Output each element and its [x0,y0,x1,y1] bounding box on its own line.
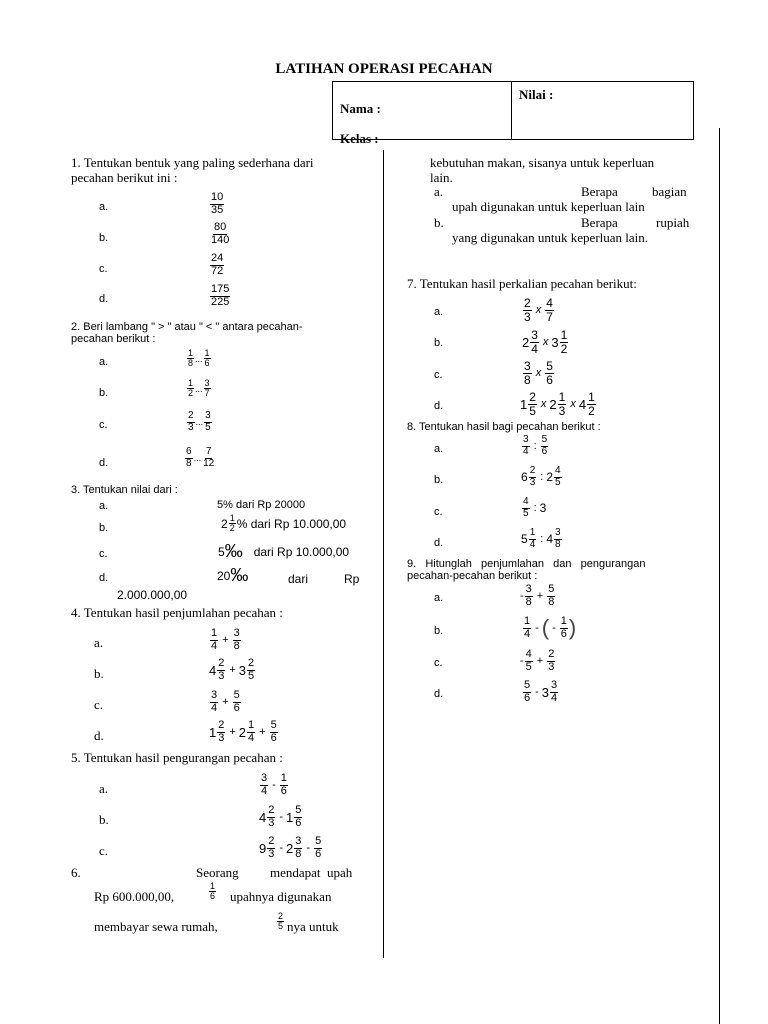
q6-a-word1: Berapa [581,184,618,199]
q3-d-expr: 20 ‰ [217,565,248,585]
q4-text: 4. Tentukan hasil penjumlahan pecahan : [71,605,283,620]
q5-b-label: b. [99,812,109,827]
q9-text-line1: 9. Hitunglah penjumlahan dan pengurangan [407,558,646,570]
q6-b-label: b. [434,215,444,230]
q7-d-label: d. [434,400,444,412]
q4-c-label: c. [94,697,104,712]
q9-d-expr: $\frac{5}{6}$ - 3 $\frac{3}{4}$ [524,679,558,704]
q6-a-line2: upah digunakan untuk keperluan lain [452,199,645,214]
q7-c-label: c. [434,369,443,381]
q3-d-text-dari: dari [288,572,309,586]
column-divider [383,150,384,958]
nama-label: Nama : [340,101,381,116]
q2-a-label: a. [99,356,109,368]
q6-line2a: Rp 600.000,00, [94,889,175,904]
q5-a-label: a. [99,781,109,796]
q6-word-upah: upah [327,865,353,880]
q6-line3a: membayar sewa rumah, [94,919,218,934]
q9-b-expr: $\frac{1}{4}$ - ( - $\frac{1}{6}$ ) [524,614,577,640]
q4-b-label: b. [94,666,104,681]
q1-d-fraction: $\frac{175}{225}$ [211,283,230,308]
q1-d-label: d. [99,293,109,305]
q2-c-label: c. [99,419,108,431]
q6-number: 6. [71,865,81,880]
q6-b-word2: rupiah [656,215,690,230]
q6-word-mendapat: mendapat [270,865,321,880]
q2-text-line1: 2. Beri lambang " > " atau " < " antara pecahan- [71,321,303,333]
q3-b-expr: 2 $\frac{1}{2}$ % dari Rp 10.000,00 [221,513,347,534]
q6-a-word2: bagian [652,184,687,199]
q8-a-label: a. [434,443,444,455]
q7-d-expr: 1 $\frac{2}{5}$ x 2 $\frac{1}{3}$ x 4 $\frac{1}{2}$ [520,390,595,418]
q6-b-line2: yang digunakan untuk keperluan lain. [452,230,649,245]
q7-text: 7. Tentukan hasil perkalian pecahan berikut: [407,276,637,291]
q1-c-label: c. [99,263,108,275]
q9-a-label: a. [434,592,444,604]
q6-line5: lain. [430,170,453,185]
q2-b-label: b. [99,387,109,399]
q1-text-line2: pecahan berikut ini : [71,170,178,185]
header-divider [511,81,512,139]
page-title: LATIHAN OPERASI PECAHAN [275,61,493,77]
q2-c-expr: $\frac{2}{3}$ ... $\frac{3}{5}$ [188,410,211,433]
q3-a-text: 5% dari Rp 20000 [217,499,306,511]
q7-a-label: a. [434,306,444,318]
q3-d-text-rp: Rp [344,572,360,586]
q1-c-fraction: $\frac{24}{72}$ [211,252,224,277]
right-margin-line [719,128,720,1024]
q4-b-expr: 4 $\frac{2}{3}$ + 3 $\frac{2}{5}$ [209,657,255,682]
q1-a-label: a. [99,201,109,213]
q9-a-expr: - $\frac{3}{8}$ + $\frac{5}{8}$ [520,583,555,608]
q4-d-expr: 1 $\frac{2}{3}$ + 2 $\frac{1}{4}$ + $\frac{5}{6}$ [209,719,277,744]
q1-b-fraction: $\frac{80}{140}$ [211,221,230,246]
q1-a-fraction: $\frac{10}{35}$ [211,191,224,216]
q6-b-word1: Berapa [581,215,618,230]
q7-c-expr: $\frac{3}{8}$ x $\frac{5}{6}$ [524,359,553,387]
q6-a-label: a. [434,184,444,199]
q7-b-expr: 2 $\frac{3}{4}$ x 3 $\frac{1}{2}$ [522,328,568,356]
q3-d-label: d. [99,572,109,584]
q7-b-label: b. [434,337,444,349]
q8-d-label: d. [434,537,444,549]
q8-a-expr: $\frac{3}{4}$ : $\frac{5}{6}$ [523,434,548,457]
q6-line4: kebutuhan makan, sisanya untuk keperluan [430,155,655,170]
q5-c-expr: 9 $\frac{2}{3}$ - 2 $\frac{3}{8}$ - $\frac{5}{6}$ [259,835,322,860]
q3-a-label: a. [99,500,109,512]
q3-d-text-amount: 2.000.000,00 [117,588,188,602]
q2-text-line2: pecahan berikut : [71,333,156,345]
q5-b-expr: 4 $\frac{2}{3}$ - 1 $\frac{5}{6}$ [259,804,302,829]
q1-b-label: b. [99,232,109,244]
q8-c-expr: $\frac{4}{5}$ : 3 [523,496,547,519]
q5-a-expr: $\frac{3}{4}$ - $\frac{1}{6}$ [261,772,287,797]
q3-c-expr: 5 ‰ dari Rp 10.000,00 [218,541,350,561]
q9-d-label: d. [434,688,444,700]
q7-a-expr: $\frac{2}{3}$ x $\frac{4}{7}$ [524,296,553,324]
q4-c-expr: $\frac{3}{4}$ + $\frac{5}{6}$ [211,689,240,714]
q6-word-seorang: Seorang [196,865,239,880]
q6-line2b: upahnya digunakan [230,889,332,904]
q9-b-label: b. [434,625,444,637]
q5-c-label: c. [99,843,109,858]
nilai-label: Nilai : [519,87,554,102]
q2-d-label: d. [99,457,109,469]
q6-line3b: nya untuk [287,919,339,934]
q2-b-expr: $\frac{1}{2}$ ... $\frac{3}{7}$ [188,378,210,399]
q4-a-expr: $\frac{1}{4}$ + $\frac{3}{8}$ [211,627,240,652]
q2-d-expr: $\frac{6}{8}$ ... $\frac{7}{12}$ [186,446,215,469]
q6-fraction-1: $\frac{1}{6}$ [210,881,216,902]
student-info-box [332,81,694,140]
q8-b-expr: 6 $\frac{2}{3}$ : 2 $\frac{4}{5}$ [521,465,561,488]
kelas-label: Kelas : [340,131,379,146]
q9-c-expr: - $\frac{4}{5}$ + $\frac{2}{3}$ [520,648,555,673]
q4-a-label: a. [94,635,104,650]
q8-c-label: c. [434,506,443,518]
q8-text: 8. Tentukan hasil bagi pecahan berikut : [407,421,601,433]
q3-text: 3. Tentukan nilai dari : [71,484,178,496]
q4-d-label: d. [94,728,104,743]
q6-fraction-2: $\frac{2}{5}$ [278,911,284,932]
q3-c-label: c. [99,548,108,560]
q9-text-line2: pecahan-pecahan berikut : [407,570,538,582]
q5-text: 5. Tentukan hasil pengurangan pecahan : [71,750,283,765]
q1-text-line1: 1. Tentukan bentuk yang paling sederhana dari [71,155,314,170]
q8-d-expr: 5 $\frac{1}{4}$ : 4 $\frac{3}{8}$ [521,527,561,550]
q2-a-expr: $\frac{1}{8}$ ... $\frac{1}{6}$ [188,348,210,369]
q9-c-label: c. [434,657,443,669]
q8-b-label: b. [434,474,444,486]
q3-b-label: b. [99,522,109,534]
